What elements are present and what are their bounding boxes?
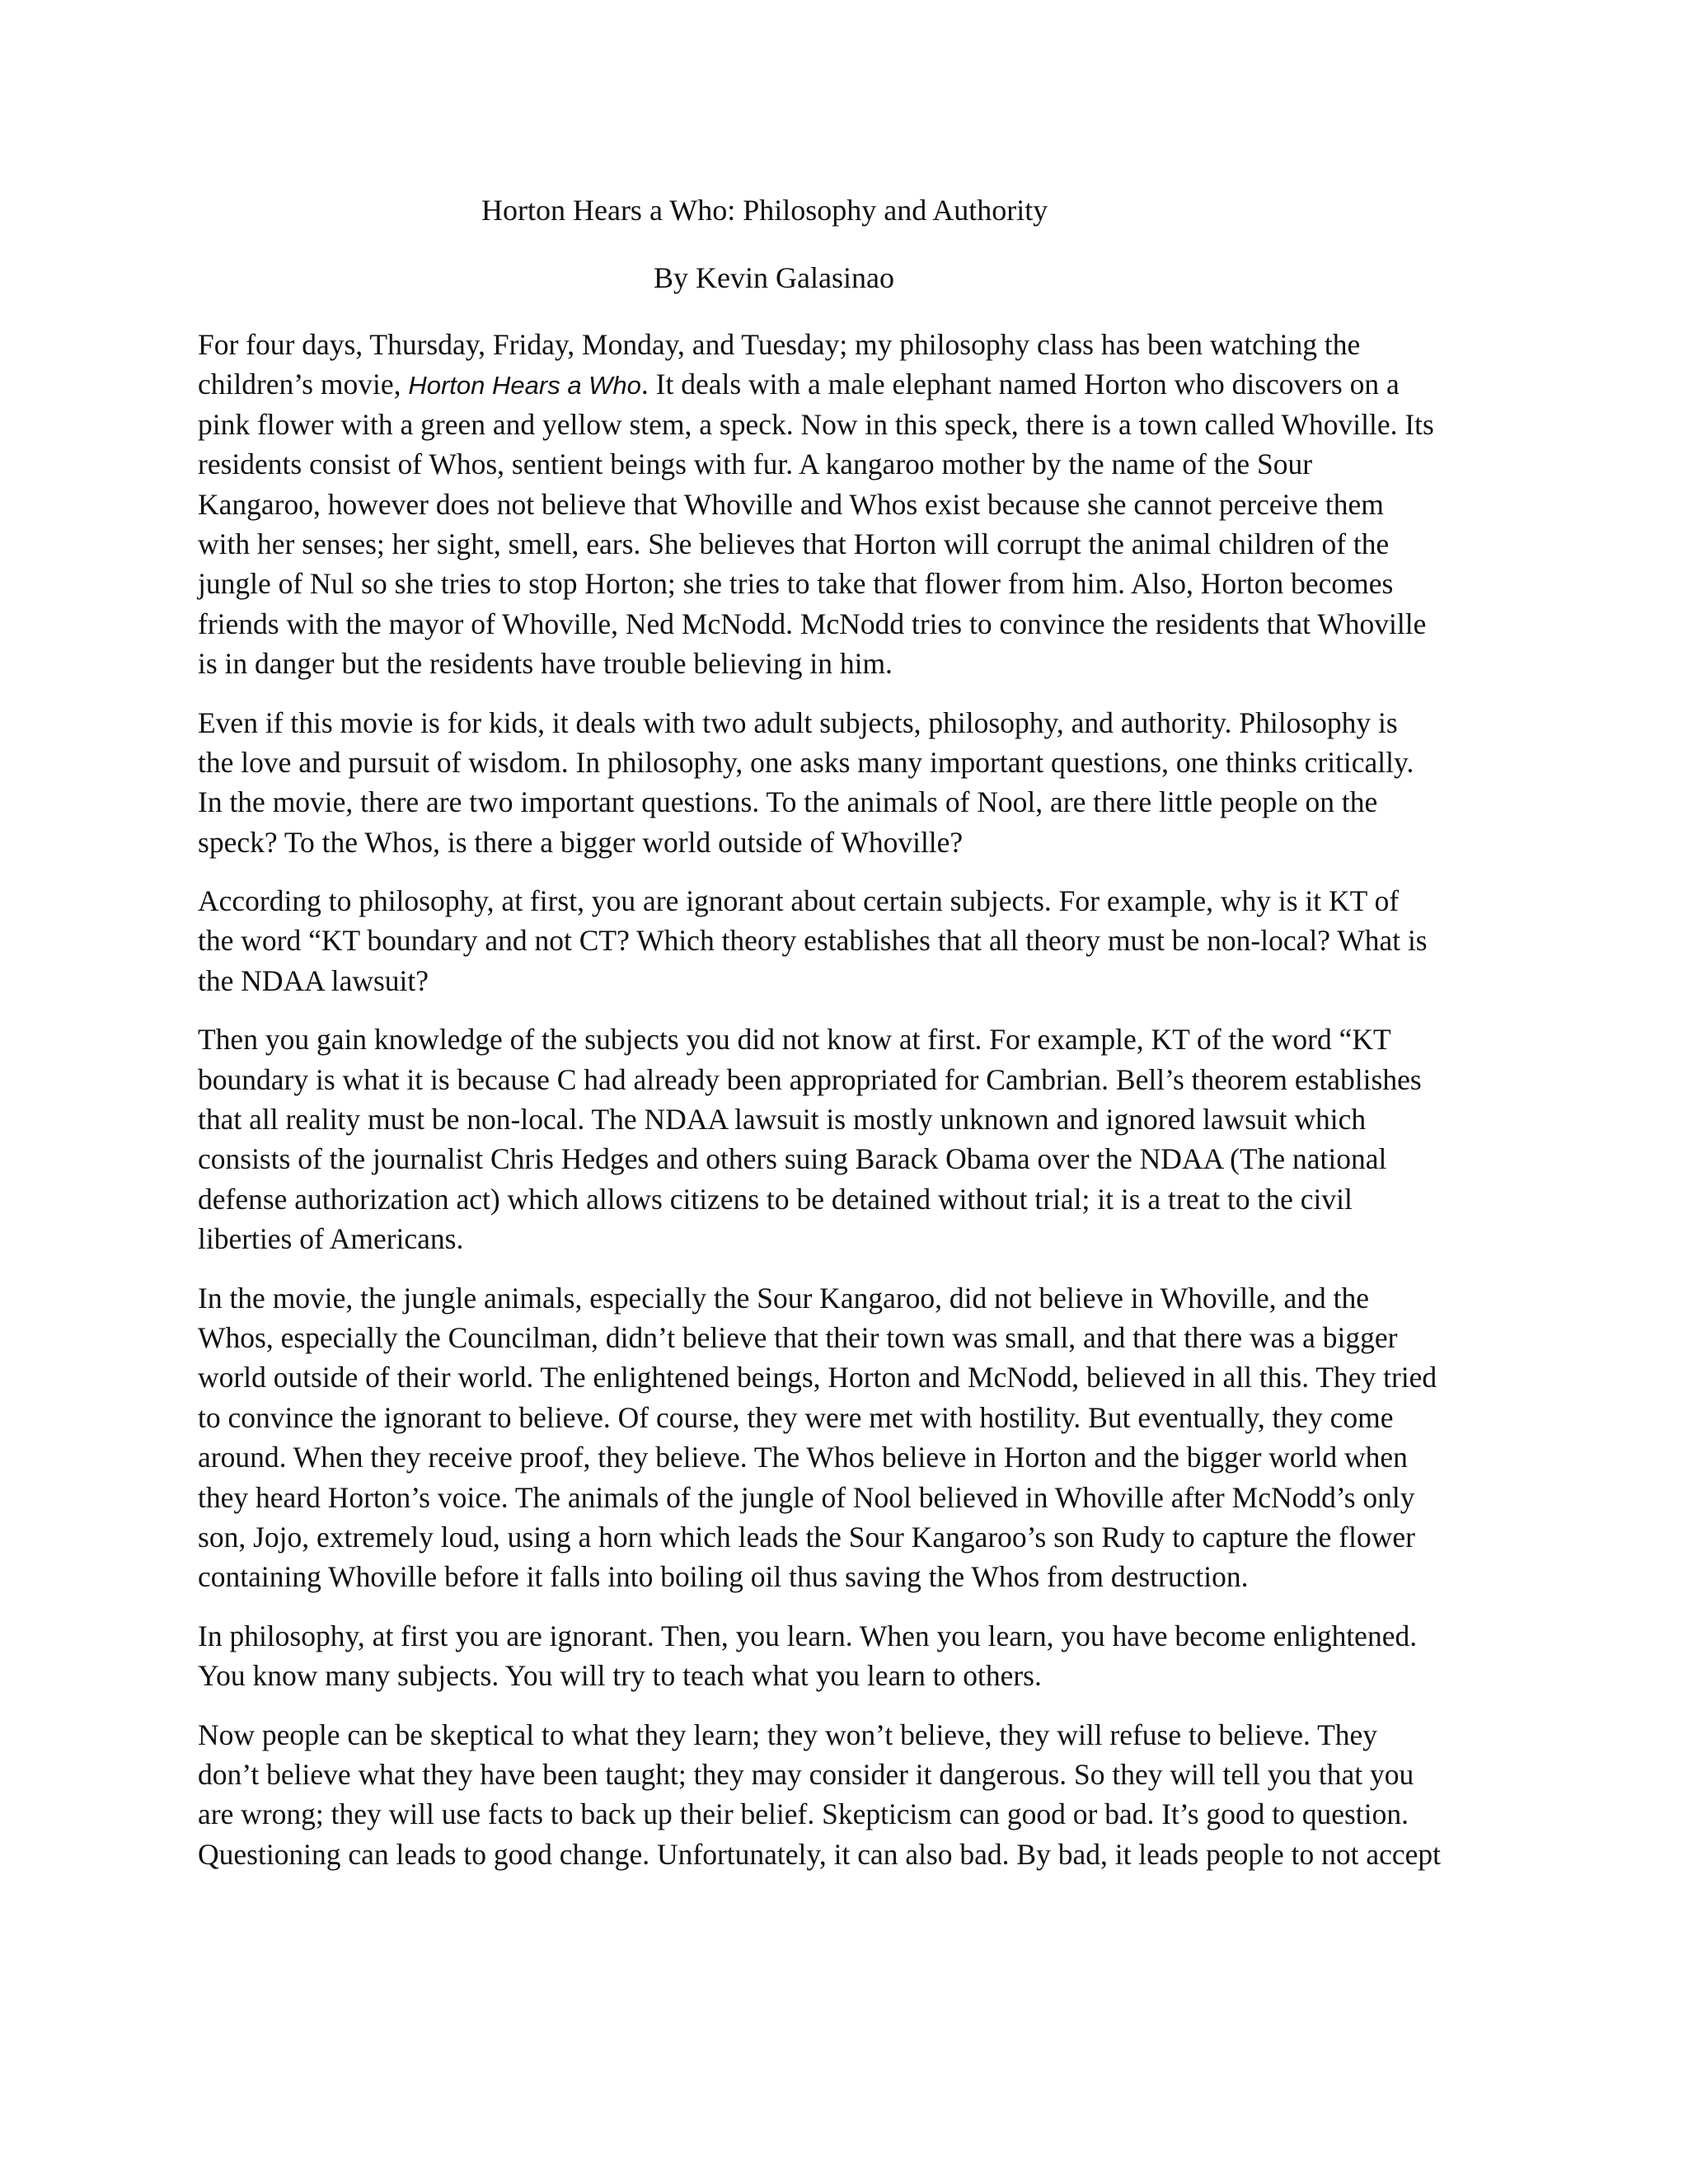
text-line: You know many subjects. You will try to teach what you learn to others.	[198, 1659, 1042, 1693]
document-body	[198, 325, 1492, 1893]
text-line: Kangaroo, however does not believe that Whoville and Whos exist because she cannot perceive them	[198, 487, 1384, 521]
text-line: speck? To the Whos, is there a bigger world outside of Whoville?	[198, 825, 964, 859]
text-line	[198, 364, 1492, 404]
paragraph	[198, 1715, 1492, 1875]
text-line: around. When they receive proof, they believe. The Whos believe in Horton and the bigger world when	[198, 1441, 1408, 1474]
paragraph	[198, 1019, 1492, 1258]
text-line: world outside of their world. The enlightened beings, Horton and McNodd, believed in all this. They tried	[198, 1361, 1437, 1394]
text-line: consists of the journalist Chris Hedges and others suing Barack Obama over the NDAA (The national	[198, 1142, 1387, 1176]
text-line: to convince the ignorant to believe. Of course, they were met with hostility. But eventually, they come	[198, 1400, 1394, 1434]
text-line: Then you gain knowledge of the subjects you did not know at first. For example, KT of the word “KT	[198, 1023, 1391, 1057]
text-line: is in danger but the residents have trouble believing in him.	[198, 647, 893, 681]
text-line: According to philosophy, at first, you are ignorant about certain subjects. For example, why is it KT of	[198, 884, 1400, 918]
text-line: the NDAA lawsuit?	[198, 963, 429, 997]
text-line: they heard Horton’s voice. The animals of the jungle of Nool believed in Whoville after McNodd’s only	[198, 1480, 1415, 1514]
text-line: Questioning can leads to good change. Unfortunately, it can also bad. By bad, it leads people to not accept	[198, 1837, 1441, 1871]
text-run: . It deals with a male elephant named Horton who discovers on a	[640, 368, 1400, 401]
document-byline: By Kevin Galasinao	[654, 261, 894, 294]
text-line: son, Jojo, extremely loud, using a horn which leads the Sour Kangaroo’s son Rudy to capture the flower	[198, 1520, 1415, 1554]
text-line: liberties of Americans.	[198, 1222, 464, 1256]
text-line: pink flower with a green and yellow stem, a speck. Now in this speck, there is a town called Whoville. Its	[198, 407, 1434, 441]
paragraph	[198, 1616, 1492, 1696]
text-line: jungle of Nul so she tries to stop Horton; she tries to take that flower from him. Also, Horton becomes	[198, 567, 1394, 601]
text-line: with her senses; her sight, smell, ears. She believes that Horton will corrupt the animal children of the	[198, 527, 1390, 560]
text-line: In the movie, the jungle animals, especially the Sour Kangaroo, did not believe in Whoville, and the	[198, 1281, 1369, 1315]
paragraph	[198, 1278, 1492, 1597]
text-line: residents consist of Whos, sentient beings with fur. A kangaroo mother by the name of the Sour	[198, 448, 1313, 481]
text-line: the word “KT boundary and not CT? Which theory establishes that all theory must be non-local? What is	[198, 924, 1428, 958]
text-line: Even if this movie is for kids, it deals with two adult subjects, philosophy, and authority. Philosophy is	[198, 705, 1398, 739]
text-line: are wrong; they will use facts to back up their belief. Skepticism can good or bad. It’s good to question.	[198, 1797, 1409, 1831]
movie-title: Horton Hears a Who	[408, 371, 641, 401]
text-line: defense authorization act) which allows citizens to be detained without trial; it is a treat to the civil	[198, 1182, 1353, 1216]
text-line: boundary is what it is because C had already been appropriated for Cambrian. Bell’s theorem establishes	[198, 1062, 1422, 1096]
paragraph	[198, 703, 1492, 863]
text-line: For four days, Thursday, Friday, Monday, and Tuesday; my philosophy class has been watching the	[198, 328, 1361, 361]
text-line: the love and pursuit of wisdom. In philosophy, one asks many important questions, one thinks critically.	[198, 745, 1414, 779]
text-line: In philosophy, at first you are ignorant. Then, you learn. When you learn, you have become enlightened.	[198, 1619, 1418, 1652]
text-line: In the movie, there are two important questions. To the animals of Nool, are there little people on the	[198, 785, 1378, 819]
text-line: containing Whoville before it falls into boiling oil thus saving the Whos from destruction.	[198, 1560, 1249, 1594]
paragraph	[198, 881, 1492, 1001]
paragraph	[198, 325, 1492, 684]
text-line: friends with the mayor of Whoville, Ned McNodd. McNodd tries to convince the residents that Whoville	[198, 607, 1427, 640]
text-run: children’s movie,	[198, 368, 409, 401]
text-line: Whos, especially the Councilman, didn’t believe that their town was small, and that there was a bigger	[198, 1320, 1398, 1354]
text-line: don’t believe what they have been taught; they may consider it dangerous. So they will tell you that you	[198, 1757, 1414, 1791]
text-line: Now people can be skeptical to what they learn; they won’t believe, they will refuse to believe. They	[198, 1718, 1378, 1751]
document-title: Horton Hears a Who: Philosophy and Authority	[481, 194, 1048, 227]
text-line: that all reality must be non-local. The NDAA lawsuit is mostly unknown and ignored lawsuit which	[198, 1103, 1367, 1137]
